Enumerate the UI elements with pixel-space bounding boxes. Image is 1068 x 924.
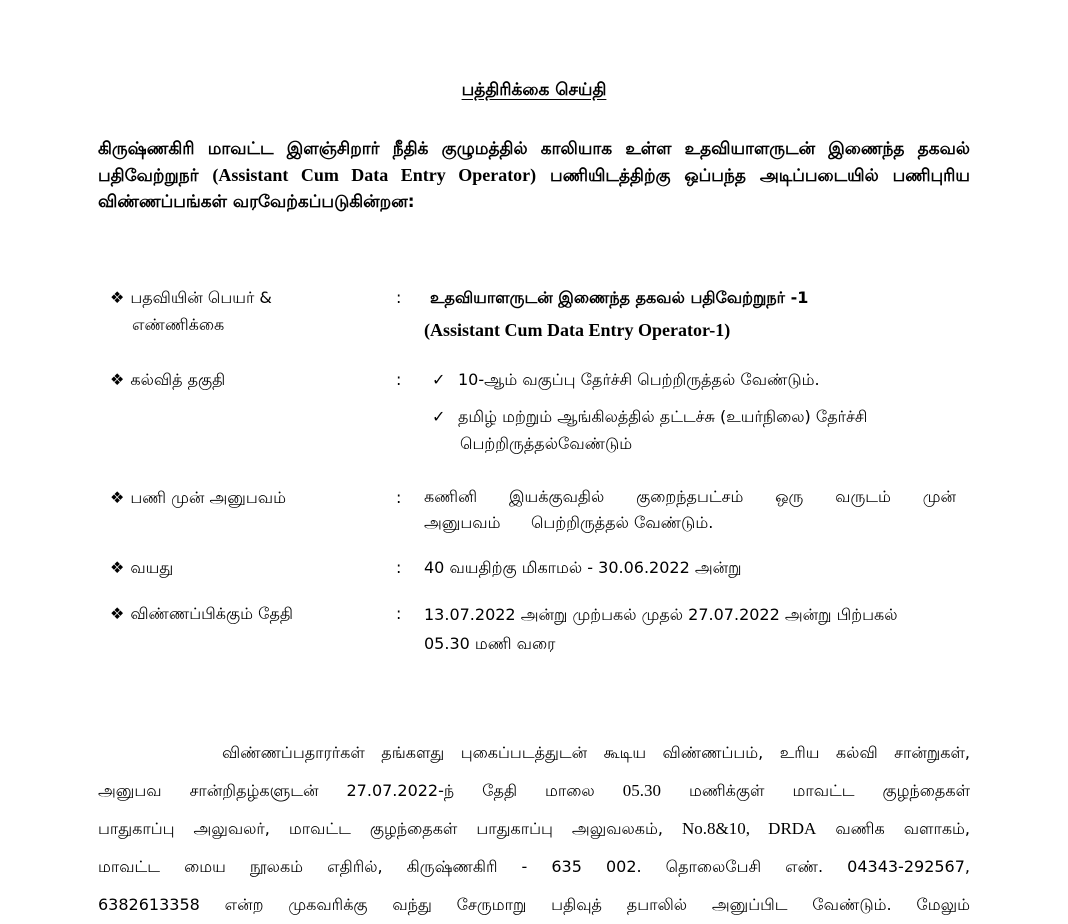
detail-value-education xyxy=(424,366,956,457)
intro-text-part2: பணியிடத்திற்கு ஒப்பந்த அடிப்படையில் பணிபுரிய விண்ணப்பங்கள் வரவேற்கப்படுகின்றன: xyxy=(98,166,970,212)
education-item-2-line2: பெற்றிருத்தல்வேண்டும் xyxy=(460,434,633,453)
bullet-icon: ❖ xyxy=(110,604,125,623)
check-icon: ✓ xyxy=(432,370,446,389)
body-line-2-b: மணிக்குள் மாவட்ட குழந்தைகள் xyxy=(689,781,970,800)
body-paragraph xyxy=(98,734,970,924)
label-post-line1: பதவியின் பெயர் & xyxy=(130,288,272,307)
detail-value-age: 40 வயதிற்கு மிகாமல் - 30.06.2022 அன்று xyxy=(424,558,742,577)
detail-value-experience xyxy=(424,484,956,536)
body-line-3 xyxy=(98,810,970,848)
bullet-icon: ❖ xyxy=(110,488,125,507)
detail-label-age xyxy=(110,554,380,581)
bullet-icon: ❖ xyxy=(110,288,125,307)
education-item-2-line1: தமிழ் மற்றும் ஆங்கிலத்தில் தட்டச்சு (உயர்நிலை) தேர்ச்சி xyxy=(458,407,868,426)
label-apply-date: விண்ணப்பிக்கும் தேதி xyxy=(130,604,293,623)
body-line-5: 6382613358 என்ற முகவரிக்கு வந்து சேருமாறு பதிவுத் தபாலில் அனுப்பிட வேண்டும். மேலும் xyxy=(98,895,971,914)
body-line-2 xyxy=(98,772,970,810)
detail-value-post xyxy=(424,284,956,344)
body-line-4: மாவட்ட மைய நூலகம் எதிரில், கிருஷ்ணகிரி - 635 002. தொலைபேசி எண். 04343-292567, xyxy=(98,857,970,876)
page-title-text: பத்திரிக்கை செய்தி xyxy=(461,80,607,100)
detail-row-experience xyxy=(110,484,970,540)
detail-label-post xyxy=(110,284,380,338)
colon: : xyxy=(396,370,402,389)
detail-label-apply-date xyxy=(110,600,380,627)
body-line-1: விண்ணப்பதாரர்கள் தங்களது புகைப்படத்துடன் கூடிய விண்ணப்பம், உரிய கல்வி சான்றுகள், xyxy=(222,743,970,762)
colon: : xyxy=(396,558,402,577)
post-name-english: (Assistant Cum Data Entry Operator-1) xyxy=(424,320,731,340)
colon: : xyxy=(396,604,402,623)
apply-date-line1: 13.07.2022 அன்று முற்பகல் முதல் 27.07.2022 அன்று பிற்பகல் xyxy=(424,605,898,624)
label-experience: பணி முன் அனுபவம் xyxy=(130,488,286,507)
body-line-3-b: வணிக வளாகம், xyxy=(835,819,971,838)
page-title xyxy=(0,80,1068,102)
experience-line1: கணினி இயக்குவதில் குறைந்தபட்சம் ஒரு வருடம் முன் xyxy=(424,487,956,506)
bullet-icon: ❖ xyxy=(110,370,125,389)
label-age: வயது xyxy=(130,558,174,577)
body-line-2-a: அனுபவ சான்றிதழ்களுடன் 27.07.2022-ந் தேதி மாலை xyxy=(98,781,595,800)
education-item-1-text: 10-ஆம் வகுப்பு தேர்ச்சி பெற்றிருத்தல் வேண்டும். xyxy=(458,370,820,389)
body-line-3-a: பாதுகாப்பு அலுவலர், மாவட்ட குழந்தைகள் பாதுகாப்பு அலுவலகம், xyxy=(98,819,663,838)
intro-english-post: (Assistant Cum Data Entry Operator) xyxy=(212,165,537,185)
apply-date-line2: 05.30 மணி வரை xyxy=(424,634,556,653)
colon: : xyxy=(396,488,402,507)
colon: : xyxy=(396,288,402,307)
detail-row-post xyxy=(110,284,970,344)
detail-label-education xyxy=(110,366,380,393)
detail-row-age xyxy=(110,554,970,584)
check-icon: ✓ xyxy=(432,407,446,426)
label-education: கல்வித் தகுதி xyxy=(130,370,226,389)
detail-row-apply-date xyxy=(110,600,970,660)
intro-text-part1: கிருஷ்ணகிரி மாவட்ட இளஞ்சிறார் நீதிக் குழுமத்தில் காலியாக உள்ள உதவியாளருடன் இணைந்த தகவல் பதிவேற்றுநர் xyxy=(98,139,970,186)
bullet-icon: ❖ xyxy=(110,558,125,577)
education-item-1 xyxy=(424,366,956,393)
intro-paragraph xyxy=(98,136,970,215)
detail-value-apply-date xyxy=(424,600,956,658)
body-line-3-address: No.8&10, DRDA xyxy=(682,819,817,838)
experience-line2: அனுபவம் பெற்றிருத்தல் வேண்டும். xyxy=(424,513,714,532)
post-name-tamil: உதவியாளருடன் இணைந்த தகவல் பதிவேற்றுநர் -1 xyxy=(430,288,809,307)
education-item-2 xyxy=(424,403,956,430)
detail-label-experience xyxy=(110,484,380,511)
detail-row-education xyxy=(110,366,970,476)
body-line-2-time: 05.30 xyxy=(622,781,661,800)
label-post-line2: எண்ணிக்கை xyxy=(132,315,225,334)
